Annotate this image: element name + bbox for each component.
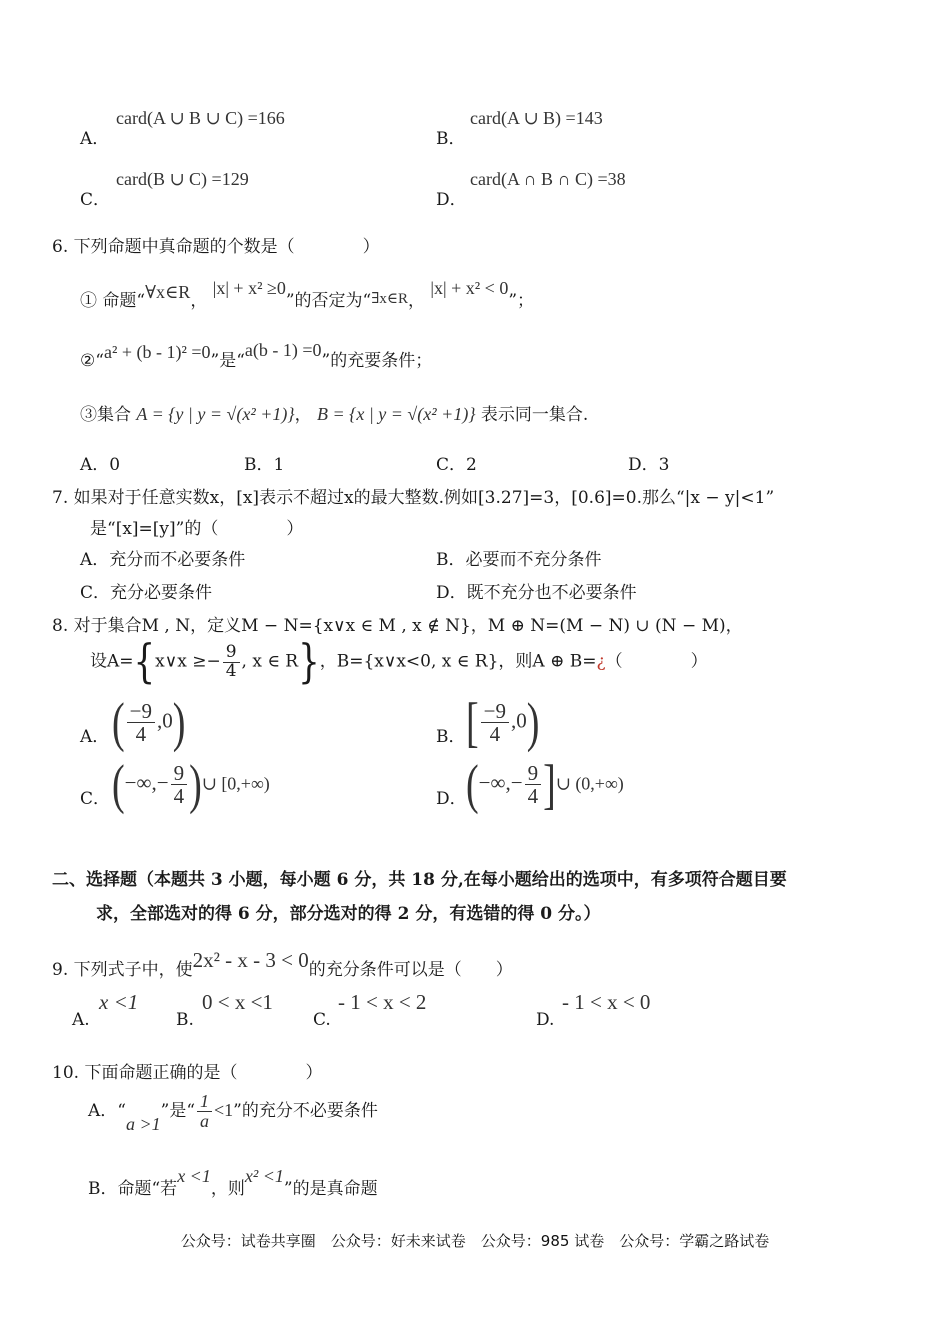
q5-option-c-label: C．	[80, 190, 111, 210]
q7-option-b: B．必要而不充分条件	[436, 550, 602, 570]
q10-option-a: A．“a >1”是“ $\frac{1}{a}$ <1”的充分不必要条件	[88, 1091, 378, 1134]
q6-option-d: D．3	[628, 455, 670, 475]
q9-option-a-expr: x <1	[99, 990, 139, 1014]
q7-line2: 是“[x]=[y]”的（ ）	[90, 519, 304, 539]
q5-option-c-expr: card(B ∪ C) =129	[116, 169, 249, 189]
q9-option-d-expr: - 1 < x < 0	[562, 990, 651, 1014]
q10-option-b: B．命题“若x <1，则x² <1”的是真命题	[88, 1166, 378, 1199]
q9-option-b-expr: 0 < x <1	[202, 990, 273, 1014]
q8-option-a-expr: ( $\frac{-9}{4}$ ,0)	[112, 692, 186, 753]
q8-option-b-label: B．	[436, 727, 466, 747]
q7-option-a: A．充分而不必要条件	[80, 550, 246, 570]
q7-line1: 7. 如果对于任意实数x，[x]表示不超过x的最大整数.例如[3.27]=3，[0.6]=0.那么“|x − y|<1”	[52, 488, 775, 508]
q8-option-d-expr: (−∞,− $\frac{9}{4}$ ]∪ (0,+∞)	[466, 754, 624, 815]
q8-option-d-label: D．	[436, 789, 467, 809]
q6-option-a: A．0	[80, 455, 121, 475]
q9-option-c-expr: - 1 < x < 2	[338, 990, 427, 1014]
section2-heading-line1: 二、选择题（本题共 3 小题，每小题 6 分，共 18 分,在每小题给出的选项中，有多项符合题目要	[52, 870, 787, 890]
q5-option-a-expr: card(A ∪ B ∪ C) =166	[116, 108, 285, 128]
q9-option-c-label: C.	[313, 1010, 331, 1030]
q5-option-a-label: A．	[80, 129, 110, 149]
q8-line1: 8. 对于集合M , N，定义M − N={x∨x ∈ M , x ∉ N}，M ⊕ N=(M − N) ∪ (N − M)，	[52, 616, 743, 636]
q6-stem: 6. 下列命题中真命题的个数是（ ）	[52, 237, 380, 257]
q9-option-d-label: D.	[536, 1010, 555, 1030]
q9-option-b-label: B.	[176, 1010, 194, 1030]
q5-option-b-label: B．	[436, 129, 466, 149]
q5-option-d-label: D．	[436, 190, 467, 210]
q7-option-d: D．既不充分也不必要条件	[436, 583, 637, 603]
q8-line2: 设A={x∨x ≥− $\frac{9}{4}$ , x ∈ R}，B={x∨x<0, x ∈ R}，则A ⊕ B=¿（ ）	[90, 635, 708, 689]
q6-item1: ① 命题“∀x∈R， |x| + x² ≥0”的否定为“∃x∈R， |x| + x² < 0”；	[80, 278, 535, 311]
q8-option-c-expr: (−∞,− $\frac{9}{4}$ )∪ [0,+∞)	[112, 754, 270, 815]
section2-heading-line2: 求，全部选对的得 6 分，部分选对的得 2 分，有选错的得 0 分。）	[96, 904, 601, 924]
q6-item3: ③集合 A = {y | y = √(x² +1)}， B = {x | y = √(x² +1)} 表示同一集合.	[80, 404, 589, 425]
q8-option-a-label: A．	[80, 727, 110, 747]
q10-stem: 10. 下面命题正确的是（ ）	[52, 1063, 323, 1083]
footer-watermark-text: 公众号：试卷共享圈 公众号：好未来试卷 公众号：985 试卷 公众号：学霸之路试卷	[180, 1232, 770, 1250]
q6-option-c: C．2	[436, 455, 477, 475]
q9-stem: 9. 下列式子中，使2x² - x - 3 < 0的充分条件可以是（ ）	[52, 948, 513, 980]
q9-option-a-label: A.	[72, 1010, 90, 1030]
q5-option-b-expr: card(A ∪ B) =143	[470, 108, 603, 128]
q5-option-d-expr: card(A ∩ B ∩ C) =38	[470, 169, 626, 189]
q6-item2: ②“a² + (b - 1)² =0”是“a(b - 1) =0”的充要条件；	[80, 340, 433, 371]
q7-option-c: C．充分必要条件	[80, 583, 213, 603]
q8-option-c-label: C．	[80, 789, 111, 809]
q6-option-b: B．1	[244, 455, 285, 475]
q8-option-b-expr: [ $\frac{-9}{4}$ ,0)	[466, 692, 540, 753]
